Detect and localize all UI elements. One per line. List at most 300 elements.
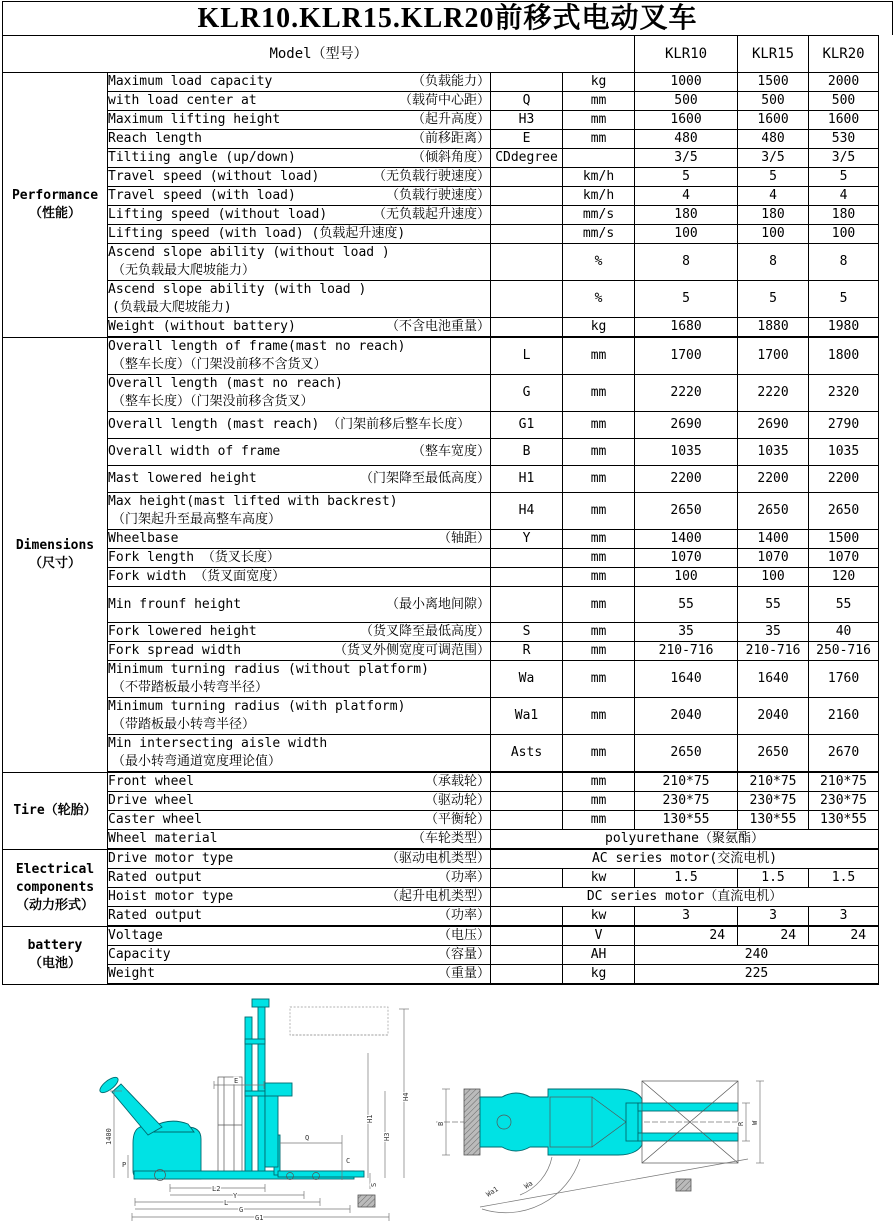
- spec-row: [3, 168, 879, 187]
- spec-value: 1600: [635, 111, 738, 130]
- spec-symbol: [491, 73, 563, 92]
- spec-value: 2160: [809, 698, 879, 735]
- spec-row: [3, 849, 879, 869]
- spec-unit: mm: [563, 661, 635, 698]
- spec-unit: kg: [563, 965, 635, 985]
- spec-description: Fork length （货叉长度）: [108, 549, 491, 568]
- spec-span-value: polyurethane（聚氨酯）: [491, 830, 879, 850]
- spec-value: 180: [635, 206, 738, 225]
- spec-row: [3, 587, 879, 623]
- spec-value: 1700: [635, 337, 738, 375]
- section-label-battery: battery （电池）: [3, 926, 108, 984]
- spec-unit: mm: [563, 587, 635, 623]
- spec-value: 1980: [809, 318, 879, 338]
- spec-value: 2650: [738, 493, 809, 530]
- dimension-label: 1400: [105, 1128, 113, 1145]
- spec-unit: mm: [563, 337, 635, 375]
- technical-drawings: [0, 995, 895, 1221]
- spec-symbol: Y: [491, 530, 563, 549]
- spec-value: 1400: [738, 530, 809, 549]
- spec-unit: mm: [563, 111, 635, 130]
- spec-symbol: [491, 318, 563, 338]
- side-view-drawing: [52, 995, 420, 1221]
- dimension-label: R: [737, 1121, 745, 1126]
- spec-value: 2220: [635, 375, 738, 412]
- spec-symbol: [491, 965, 563, 985]
- spec-table-body: [3, 36, 879, 985]
- turning-radius-arcs: [480, 1157, 748, 1213]
- truck-body-top: [480, 1089, 642, 1155]
- spec-value: 1070: [738, 549, 809, 568]
- spec-unit: [563, 149, 635, 168]
- spec-row: [3, 735, 879, 773]
- spec-symbol: [491, 772, 563, 792]
- spec-value: 500: [635, 92, 738, 111]
- model-column-klr15: KLR15: [738, 36, 809, 73]
- spec-value: 2670: [809, 735, 879, 773]
- spec-symbol: [491, 907, 563, 927]
- spec-row: [3, 568, 879, 587]
- spec-value: 530: [809, 130, 879, 149]
- spec-symbol: [491, 549, 563, 568]
- spec-unit: AH: [563, 946, 635, 965]
- spec-description: Lifting speed (with load) (负载起升速度): [108, 225, 491, 244]
- spec-value: 1600: [738, 111, 809, 130]
- spec-value: 3/5: [635, 149, 738, 168]
- spec-description: Weight （重量）: [108, 965, 491, 985]
- spec-description: Drive wheel （驱动轮）: [108, 792, 491, 811]
- spec-value: 4: [738, 187, 809, 206]
- section-label-tire: Tire（轮胎）: [3, 772, 108, 849]
- spec-value: 120: [809, 568, 879, 587]
- spec-description: Overall length (mast no reach) （整车长度）（门架没前移含货叉）: [108, 375, 491, 412]
- spec-description: Front wheel （承载轮）: [108, 772, 491, 792]
- spec-unit: mm: [563, 642, 635, 661]
- spec-unit: mm: [563, 439, 635, 466]
- spec-value: 2040: [635, 698, 738, 735]
- spec-symbol: R: [491, 642, 563, 661]
- spec-unit: mm: [563, 466, 635, 493]
- spec-value: 100: [635, 225, 738, 244]
- spec-row: [3, 412, 879, 439]
- spec-unit: km/h: [563, 187, 635, 206]
- spec-value: 1035: [635, 439, 738, 466]
- spec-description: Rated output （功率）: [108, 907, 491, 927]
- spec-unit: mm: [563, 811, 635, 830]
- spec-unit: kw: [563, 869, 635, 888]
- dimension-label: C: [346, 1157, 351, 1165]
- spec-unit: mm: [563, 735, 635, 773]
- spec-unit: mm: [563, 493, 635, 530]
- spec-description: Max height(mast lifted with backrest) （门架起升至最高整车高度）: [108, 493, 491, 530]
- spec-value: 1400: [635, 530, 738, 549]
- section-label-dimensions: Dimensions （尺寸）: [3, 337, 108, 772]
- mast-pulley: [252, 999, 269, 1007]
- spec-symbol: H1: [491, 466, 563, 493]
- spec-value: 2320: [809, 375, 879, 412]
- top-view-drawing: [430, 1067, 770, 1217]
- spec-description: Overall length of frame(mast no reach) （整车长度）（门架没前移不含货叉）: [108, 337, 491, 375]
- spec-unit: mm: [563, 568, 635, 587]
- spec-description: Mast lowered height （门架降至最低高度）: [108, 466, 491, 493]
- spec-row: [3, 466, 879, 493]
- spec-unit: mm: [563, 375, 635, 412]
- spec-description: Min intersecting aisle width （最小转弯通道宽度理论值）: [108, 735, 491, 773]
- spec-value: 3/5: [809, 149, 879, 168]
- spec-row: [3, 130, 879, 149]
- spec-symbol: [491, 811, 563, 830]
- spec-row: [3, 946, 879, 965]
- spec-symbol: [491, 187, 563, 206]
- battery-block: [464, 1089, 480, 1155]
- spec-description: Weight (without battery) （不含电池重量）: [108, 318, 491, 338]
- spec-value: 1.5: [809, 869, 879, 888]
- spec-value: 2000: [809, 73, 879, 92]
- spec-value: 210*75: [635, 772, 738, 792]
- spec-symbol: [491, 244, 563, 281]
- spec-unit: kw: [563, 907, 635, 927]
- spec-symbol: G1: [491, 412, 563, 439]
- spec-description: Wheel material （车轮类型）: [108, 830, 491, 850]
- spec-value: 1000: [635, 73, 738, 92]
- spec-value: 210*75: [809, 772, 879, 792]
- section-label-performance: Performance （性能）: [3, 73, 108, 338]
- spec-symbol: Wa1: [491, 698, 563, 735]
- spec-unit: mm: [563, 130, 635, 149]
- spec-value: 500: [809, 92, 879, 111]
- spec-symbol: [491, 168, 563, 187]
- spec-row: [3, 869, 879, 888]
- spec-value: 1070: [809, 549, 879, 568]
- spec-description: Ascend slope ability (without load ) （无负载最大爬坡能力）: [108, 244, 491, 281]
- spec-description: Min frounf height （最小离地间隙）: [108, 587, 491, 623]
- spec-value: 210-716: [635, 642, 738, 661]
- spec-value: 1760: [809, 661, 879, 698]
- dimension-label: H3: [383, 1132, 391, 1141]
- spec-row: [3, 149, 879, 168]
- spec-value: 130*55: [809, 811, 879, 830]
- model-column-klr20: KLR20: [809, 36, 879, 73]
- spec-value: 4: [635, 187, 738, 206]
- spec-value: 1035: [738, 439, 809, 466]
- spec-value: 2200: [738, 466, 809, 493]
- spec-value: 24: [635, 926, 738, 946]
- dimension-label: H4: [402, 1092, 410, 1101]
- spec-symbol: [491, 926, 563, 946]
- dimension-label: Wa1: [484, 1185, 500, 1199]
- spec-value: 35: [635, 623, 738, 642]
- table-header-row: [3, 36, 879, 73]
- section-hatch-symbol: [358, 1195, 375, 1207]
- spec-row: [3, 772, 879, 792]
- spec-row: [3, 792, 879, 811]
- spec-value: 5: [635, 281, 738, 318]
- spec-value: 35: [738, 623, 809, 642]
- spec-value: 180: [738, 206, 809, 225]
- spec-symbol: H4: [491, 493, 563, 530]
- spec-value: 100: [635, 568, 738, 587]
- spec-description: Minimum turning radius (with platform) （带踏板最小转弯半径）: [108, 698, 491, 735]
- spec-row: [3, 907, 879, 927]
- spec-unit: %: [563, 244, 635, 281]
- spec-description: Fork lowered height （货叉降至最低高度）: [108, 623, 491, 642]
- spec-value: 2650: [635, 735, 738, 773]
- spec-description: Travel speed (without load) （无负载行驶速度）: [108, 168, 491, 187]
- spec-value: 3: [635, 907, 738, 927]
- spec-value: 130*55: [635, 811, 738, 830]
- spec-value: 1.5: [738, 869, 809, 888]
- spec-row: [3, 375, 879, 412]
- spec-description: Fork width （货叉面宽度）: [108, 568, 491, 587]
- spec-symbol: S: [491, 623, 563, 642]
- spec-value: 210*75: [738, 772, 809, 792]
- spec-value: 250-716: [809, 642, 879, 661]
- spec-value: 5: [635, 168, 738, 187]
- spec-value: 8: [738, 244, 809, 281]
- spec-symbol: Q: [491, 92, 563, 111]
- spec-symbol: L: [491, 337, 563, 375]
- spec-value: 480: [635, 130, 738, 149]
- spec-value: 180: [809, 206, 879, 225]
- spec-symbol: [491, 587, 563, 623]
- spec-unit: kg: [563, 73, 635, 92]
- spec-value: 5: [738, 281, 809, 318]
- spec-description: Fork spread width （货叉外侧宽度可调范围）: [108, 642, 491, 661]
- spec-unit: V: [563, 926, 635, 946]
- spec-description: Minimum turning radius (without platform) （不带踏板最小转弯半径）: [108, 661, 491, 698]
- spec-value: 55: [809, 587, 879, 623]
- spec-value: 1035: [809, 439, 879, 466]
- spec-row: [3, 623, 879, 642]
- spec-value: 230*75: [635, 792, 738, 811]
- dimension-label: H1: [366, 1114, 374, 1123]
- spec-value: 1600: [809, 111, 879, 130]
- spec-value: 1.5: [635, 869, 738, 888]
- spec-value: 500: [738, 92, 809, 111]
- spec-value: 8: [635, 244, 738, 281]
- spec-symbol: H3: [491, 111, 563, 130]
- spec-value: 1500: [738, 73, 809, 92]
- spec-row: [3, 318, 879, 338]
- spec-description: Rated output （功率）: [108, 869, 491, 888]
- spec-unit: %: [563, 281, 635, 318]
- spec-row: [3, 111, 879, 130]
- dimension-label: E: [234, 1077, 239, 1085]
- spec-description: Overall width of frame （整车宽度）: [108, 439, 491, 466]
- spec-value: 100: [809, 225, 879, 244]
- spec-value: 5: [738, 168, 809, 187]
- fork-top: [638, 1133, 738, 1141]
- dimension-label: B: [437, 1121, 445, 1126]
- spec-value: 24: [809, 926, 879, 946]
- spec-unit: mm: [563, 549, 635, 568]
- spec-value: 1070: [635, 549, 738, 568]
- dimension-label: Wa: [522, 1179, 535, 1191]
- spec-row: [3, 493, 879, 530]
- spec-symbol: Wa: [491, 661, 563, 698]
- spec-value: 230*75: [738, 792, 809, 811]
- spec-merged-value: 240: [635, 946, 879, 965]
- spec-sheet: [0, 1, 895, 1221]
- spec-unit: km/h: [563, 168, 635, 187]
- spec-row: [3, 642, 879, 661]
- spec-unit: mm/s: [563, 225, 635, 244]
- spec-value: 3: [809, 907, 879, 927]
- spec-description: Travel speed (with load) （负载行驶速度）: [108, 187, 491, 206]
- tiller-arm: [112, 1084, 162, 1135]
- spec-value: 2220: [738, 375, 809, 412]
- spec-value: 5: [809, 168, 879, 187]
- spec-value: 1700: [738, 337, 809, 375]
- dimension-label: Y: [233, 1192, 238, 1200]
- spec-symbol: Asts: [491, 735, 563, 773]
- spec-symbol: [491, 281, 563, 318]
- spec-merged-value: 225: [635, 965, 879, 985]
- spec-value: 1680: [635, 318, 738, 338]
- spec-row: [3, 73, 879, 92]
- spec-row: [3, 337, 879, 375]
- spec-description: with load center at （载荷中心距）: [108, 92, 491, 111]
- spec-unit: mm/s: [563, 206, 635, 225]
- spec-value: 1640: [635, 661, 738, 698]
- spec-symbol: [491, 225, 563, 244]
- spec-row: [3, 549, 879, 568]
- spec-description: Caster wheel （平衡轮）: [108, 811, 491, 830]
- spec-value: 5: [809, 281, 879, 318]
- spec-unit: mm: [563, 792, 635, 811]
- spec-row: [3, 206, 879, 225]
- spec-row: [3, 811, 879, 830]
- reach-carriage-frame: [218, 1077, 242, 1175]
- spec-row: [3, 244, 879, 281]
- load-backrest: [265, 1083, 292, 1096]
- spec-span-value: DC series motor（直流电机）: [491, 888, 879, 907]
- spec-row: [3, 830, 879, 850]
- spec-description: Capacity （容量）: [108, 946, 491, 965]
- spec-value: 480: [738, 130, 809, 149]
- spec-row: [3, 92, 879, 111]
- spec-unit: mm: [563, 772, 635, 792]
- spec-value: 8: [809, 244, 879, 281]
- dimension-label: P: [122, 1161, 127, 1169]
- spec-row: [3, 225, 879, 244]
- spec-value: 2650: [635, 493, 738, 530]
- spec-unit: mm: [563, 92, 635, 111]
- spec-description: Reach length （前移距离）: [108, 130, 491, 149]
- spec-unit: mm: [563, 412, 635, 439]
- spec-value: 2690: [738, 412, 809, 439]
- spec-symbol: E: [491, 130, 563, 149]
- fork-blade: [278, 1171, 364, 1177]
- spec-symbol: [491, 792, 563, 811]
- spec-value: 1800: [809, 337, 879, 375]
- spec-value: 2790: [809, 412, 879, 439]
- spec-row: [3, 661, 879, 698]
- spec-value: 3/5: [738, 149, 809, 168]
- fork-carriage: [265, 1095, 278, 1167]
- spec-description: Overall length (mast reach) （门架前移后整车长度）: [108, 412, 491, 439]
- dimension-label: G: [239, 1206, 244, 1214]
- dimension-label: S: [370, 1182, 378, 1187]
- spec-value: 1880: [738, 318, 809, 338]
- spec-description: Tiltiing angle (up/down) （倾斜角度）: [108, 149, 491, 168]
- spec-unit: mm: [563, 623, 635, 642]
- spec-symbol: [491, 206, 563, 225]
- spec-unit: mm: [563, 698, 635, 735]
- spec-description: Drive motor type （驱动电机类型）: [108, 849, 491, 869]
- spec-row: [3, 965, 879, 985]
- spec-value: 130*55: [738, 811, 809, 830]
- dimension-label: W: [751, 1120, 759, 1125]
- spec-value: 2200: [809, 466, 879, 493]
- spec-value: 1640: [738, 661, 809, 698]
- spec-description: Maximum lifting height （起升高度）: [108, 111, 491, 130]
- spec-description: Hoist motor type （起升电机类型）: [108, 888, 491, 907]
- spec-value: 2650: [809, 493, 879, 530]
- spec-symbol: [491, 568, 563, 587]
- spec-description: Voltage （电压）: [108, 926, 491, 946]
- spec-value: 55: [738, 587, 809, 623]
- spec-description: Wheelbase （轴距）: [108, 530, 491, 549]
- spec-row: [3, 187, 879, 206]
- carriage-top: [626, 1103, 638, 1141]
- spec-description: Lifting speed (without load) （无负载起升速度）: [108, 206, 491, 225]
- spec-row: [3, 281, 879, 318]
- spec-value: 2690: [635, 412, 738, 439]
- fork-top: [638, 1103, 738, 1111]
- raised-load-ghost: [290, 1007, 388, 1035]
- spec-symbol: B: [491, 439, 563, 466]
- spec-value: 230*75: [809, 792, 879, 811]
- section-label-electrical: Electrical components （动力形式）: [3, 849, 108, 926]
- spec-row: [3, 698, 879, 735]
- spec-value: 55: [635, 587, 738, 623]
- spec-value: 100: [738, 568, 809, 587]
- spec-value: 40: [809, 623, 879, 642]
- spec-symbol: G: [491, 375, 563, 412]
- model-column-klr10: KLR10: [635, 36, 738, 73]
- spec-symbol: [491, 869, 563, 888]
- spec-description: Maximum load capacity （负载能力）: [108, 73, 491, 92]
- dimension-label: L: [224, 1199, 229, 1207]
- section-hatch-symbol: [676, 1179, 691, 1191]
- dimension-label: L2: [212, 1185, 221, 1193]
- model-header-label: Model（型号）: [3, 36, 635, 73]
- spec-symbol: [491, 946, 563, 965]
- spec-value: 24: [738, 926, 809, 946]
- spec-value: 2040: [738, 698, 809, 735]
- dimension-label: Q: [305, 1134, 310, 1142]
- spec-symbol: CDdegree: [491, 149, 563, 168]
- page-title: KLR10.KLR15.KLR20前移式电动叉车: [2, 1, 893, 35]
- spec-value: 3: [738, 907, 809, 927]
- spec-value: 210-716: [738, 642, 809, 661]
- spec-unit: kg: [563, 318, 635, 338]
- spec-row: [3, 926, 879, 946]
- spec-value: 2200: [635, 466, 738, 493]
- spec-value: 100: [738, 225, 809, 244]
- dimension-label: G1: [255, 1214, 264, 1221]
- spec-value: 2650: [738, 735, 809, 773]
- spec-value: 4: [809, 187, 879, 206]
- spec-description: Ascend slope ability (with load ) (负载最大爬坡能力): [108, 281, 491, 318]
- spec-span-value: AC series motor(交流电机): [491, 849, 879, 869]
- spec-row: [3, 888, 879, 907]
- spec-unit: mm: [563, 530, 635, 549]
- spec-row: [3, 530, 879, 549]
- spec-row: [3, 439, 879, 466]
- spec-value: 1500: [809, 530, 879, 549]
